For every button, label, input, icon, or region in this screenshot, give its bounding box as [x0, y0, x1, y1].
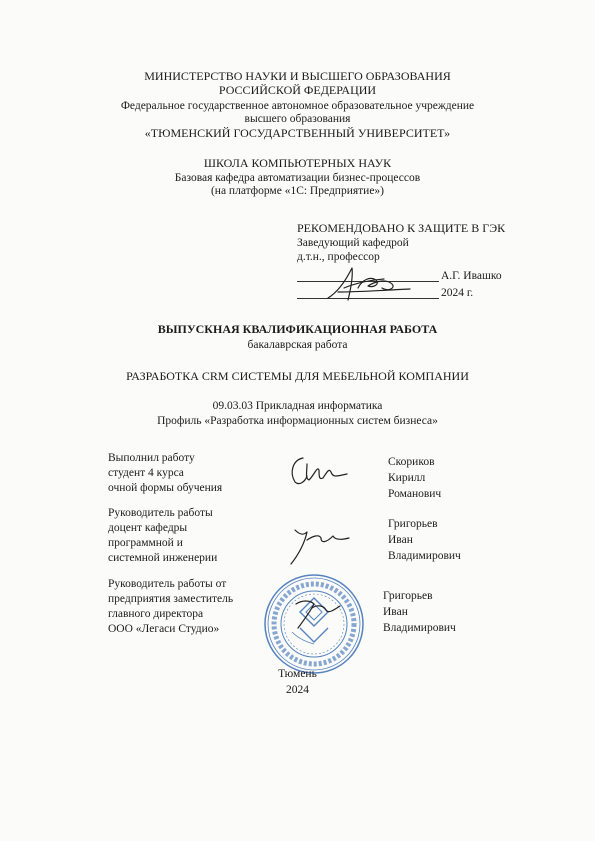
- footer-year: 2024: [286, 684, 309, 696]
- head-degree: д.т.н., профессор: [297, 251, 380, 263]
- name-line: Кирилл: [388, 472, 426, 484]
- role-line: предприятия заместитель: [108, 593, 234, 605]
- recommended-label: РЕКОМЕНДОВАНО К ЗАЩИТЕ В ГЭК: [297, 221, 506, 235]
- department-line-2: (на платформе «1С: Предприятие»): [210, 185, 385, 197]
- head-title: Заведующий кафедрой: [297, 237, 409, 249]
- school-name: ШКОЛА КОМПЬЮТЕРНЫХ НАУК: [203, 156, 392, 170]
- name-line: Романович: [388, 488, 442, 500]
- approval-year: 2024 г.: [441, 287, 474, 299]
- company-supervisor-signature: [288, 592, 348, 632]
- role-line: очной формы обучения: [108, 482, 223, 494]
- name-line: Скориков: [388, 456, 435, 468]
- work-title: РАЗРАБОТКА CRM СИСТЕМЫ ДЛЯ МЕБЕЛЬНОЙ КОМПАНИИ: [126, 369, 469, 383]
- student-signature: [285, 452, 355, 492]
- role-line: системной инженерии: [108, 552, 218, 564]
- role-line: Руководитель работы от: [108, 578, 227, 590]
- name-line: Григорьев: [388, 518, 438, 530]
- institution-line-1: Федеральное государственное автономное образовательное учреждение: [120, 100, 475, 112]
- role-line: Выполнил работу: [108, 452, 195, 464]
- role-line: ООО «Легаси Студио»: [108, 623, 220, 635]
- work-type: ВЫПУСКНАЯ КВАЛИФИКАЦИОННАЯ РАБОТА: [157, 322, 438, 336]
- role-line: Руководитель работы: [108, 507, 213, 519]
- supervisor-signature: [285, 520, 355, 568]
- name-line: Григорьев: [383, 590, 433, 602]
- name-line: Иван: [388, 534, 413, 546]
- institution-line-2: высшего образования: [244, 113, 351, 125]
- university-name: «ТЮМЕНСКИЙ ГОСУДАРСТВЕННЫЙ УНИВЕРСИТЕТ»: [144, 126, 451, 140]
- name-line: Владимирович: [388, 550, 461, 562]
- ministry-line-1: МИНИСТЕРСТВО НАУКИ И ВЫСШЕГО ОБРАЗОВАНИЯ: [144, 69, 451, 83]
- profile: Профиль «Разработка информационных систем бизнеса»: [157, 415, 438, 427]
- department-line-1: Базовая кафедра автоматизации бизнес-процессов: [174, 172, 421, 184]
- name-line: Иван: [383, 606, 408, 618]
- work-subtype: бакалаврская работа: [247, 339, 348, 351]
- role-line: программной и: [108, 537, 183, 549]
- role-line: главного директора: [108, 608, 204, 620]
- program: 09.03.03 Прикладная информатика: [212, 400, 383, 412]
- footer-city: Тюмень: [278, 668, 317, 680]
- ministry-line-2: РОССИЙСКОЙ ФЕДЕРАЦИИ: [218, 83, 377, 97]
- role-line: доцент кафедры: [108, 522, 188, 534]
- name-line: Владимирович: [383, 622, 456, 634]
- head-signature: [318, 262, 418, 304]
- head-name: А.Г. Ивашко: [441, 270, 502, 282]
- role-line: студент 4 курса: [108, 467, 184, 479]
